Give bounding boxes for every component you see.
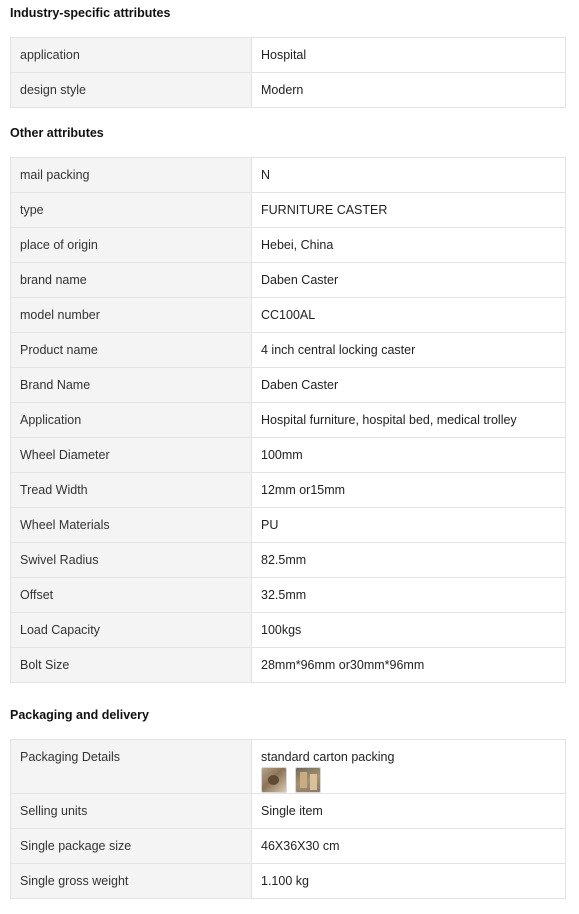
attr-value: Hospital furniture, hospital bed, medical trolley [252,403,566,438]
attr-value: 100mm [252,438,566,473]
table-row [11,228,566,263]
table-row [11,508,566,543]
industry-attributes-table [10,37,566,108]
table-row [11,740,566,794]
table-row [11,368,566,403]
attr-value: Hebei, China [252,228,566,263]
attr-value: 12mm or15mm [252,473,566,508]
packaging-attributes-table [10,739,566,899]
attr-key: Tread Width [11,473,252,508]
packaging-photo-thumbnail[interactable] [261,767,287,793]
attr-key: Single package size [11,829,252,864]
attr-key: Swivel Radius [11,543,252,578]
attr-value: 4 inch central locking caster [252,333,566,368]
other-attributes-table [10,157,566,683]
attr-key: application [11,38,252,73]
table-row [11,193,566,228]
packaging-thumbnails [261,767,556,793]
table-row [11,158,566,193]
attr-key: Application [11,403,252,438]
attr-key: Single gross weight [11,864,252,899]
attr-value: 46X36X30 cm [252,829,566,864]
attr-key: brand name [11,263,252,298]
table-row [11,543,566,578]
attr-key: design style [11,73,252,108]
attr-value-cell [252,740,566,794]
table-row [11,263,566,298]
table-row [11,438,566,473]
table-row [11,794,566,829]
attr-value: standard carton packing [261,750,395,764]
attr-key: Load Capacity [11,613,252,648]
attr-value: 100kgs [252,613,566,648]
attr-value: PU [252,508,566,543]
attr-value: 32.5mm [252,578,566,613]
attr-value: N [252,158,566,193]
attr-key: Packaging Details [11,740,252,794]
table-row [11,403,566,438]
table-row [11,298,566,333]
attr-key: Wheel Diameter [11,438,252,473]
table-row [11,333,566,368]
table-row [11,829,566,864]
attr-key: model number [11,298,252,333]
table-row [11,578,566,613]
attr-value: 82.5mm [252,543,566,578]
section-title-other: Other attributes [10,126,104,140]
attr-value: Daben Caster [252,368,566,403]
table-row [11,473,566,508]
attr-key: type [11,193,252,228]
section-title-packaging: Packaging and delivery [10,708,149,722]
attr-key: Bolt Size [11,648,252,683]
attr-value: Modern [252,73,566,108]
section-title-industry: Industry-specific attributes [10,6,171,20]
table-row [11,73,566,108]
packaging-photo-thumbnail[interactable] [295,767,321,793]
attr-key: mail packing [11,158,252,193]
attr-key: place of origin [11,228,252,263]
attr-value: Daben Caster [252,263,566,298]
attr-value: 28mm*96mm or30mm*96mm [252,648,566,683]
attr-value: 1.100 kg [252,864,566,899]
table-row [11,613,566,648]
table-row [11,864,566,899]
table-row [11,38,566,73]
attr-value: FURNITURE CASTER [252,193,566,228]
attr-key: Wheel Materials [11,508,252,543]
table-row [11,648,566,683]
attr-key: Selling units [11,794,252,829]
attr-value: CC100AL [252,298,566,333]
attr-key: Product name [11,333,252,368]
attr-value: Single item [252,794,566,829]
attr-key: Offset [11,578,252,613]
attr-value: Hospital [252,38,566,73]
attr-key: Brand Name [11,368,252,403]
